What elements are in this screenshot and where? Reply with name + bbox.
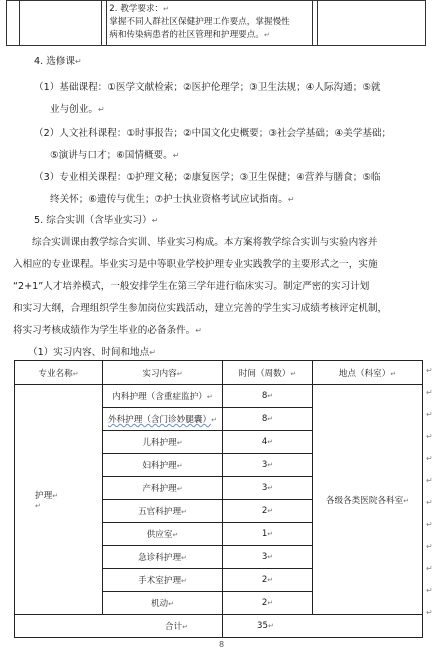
weeks-cell: 3↵: [223, 477, 313, 500]
row-end-mark: ↵: [426, 476, 433, 485]
weeks-cell: 3↵: [223, 546, 313, 569]
row-end-mark: ↵: [426, 388, 433, 397]
row-end-mark: ↵: [426, 366, 433, 375]
location-cell: 各级各类医院各科室↵: [313, 385, 423, 615]
weeks-cell: 4↵: [223, 431, 313, 454]
table-header-row: [15, 361, 423, 385]
practice-paragraph-line-1: 综合实训课由教学综合实训、毕业实习构成。本方案将教学综合实训与实验内容并: [32, 237, 378, 248]
practice-paragraph-line-5: 将实习考核成绩作为学生毕业的必备条件。↵: [13, 325, 202, 336]
fragment-col-6: [318, 1, 426, 46]
previous-table-fragment: [6, 0, 426, 46]
row-end-mark: ↵: [426, 454, 433, 463]
header-content: 实习内容↵: [103, 361, 223, 385]
header-major: 专业名称↵: [15, 361, 103, 385]
fragment-col-1: [7, 1, 20, 46]
content-cell: 手术室护理↵: [103, 569, 223, 592]
weeks-cell: 2↵: [223, 569, 313, 592]
weeks-cell: 8↵: [223, 385, 313, 408]
weeks-cell: 3↵: [223, 454, 313, 477]
content-cell: 妇科护理↵: [103, 454, 223, 477]
related-courses-line-2: 终关怀；⑥遗传与优生；⑦护士执业资格考试应试指南。↵: [50, 194, 295, 205]
row-end-mark: ↵: [426, 608, 433, 617]
weeks-cell: 2↵: [223, 500, 313, 523]
header-location: 地点（科室）↵: [313, 361, 423, 385]
content-cell: 五官科护理↵: [103, 500, 223, 523]
row-end-mark: ↵: [426, 586, 433, 595]
row-end-mark: ↵: [426, 410, 433, 419]
table-total-row: [15, 615, 423, 638]
basic-courses-line-1: （1）基础课程：①医学文献检索；②医护伦理学；③卫生法规；④人际沟通；⑤就: [34, 82, 381, 93]
weeks-cell: 8↵: [223, 408, 313, 431]
elective-heading: 4. 选修课↵: [34, 56, 82, 67]
practice-heading: 5. 综合实训（含毕业实习）↵: [34, 215, 159, 226]
teaching-requirement-line-1: 掌握不同人群社区保健护理工作要点，掌握慢性: [109, 17, 290, 27]
practice-paragraph-line-4: 和实习大纲，合理组织学生参加岗位实践活动，建立完善的学生实习成绩考核评定机制，: [13, 303, 388, 314]
row-end-mark: ↵: [426, 542, 433, 551]
humanities-courses-line-2: ⑤演讲与口才；⑥国情概要。↵: [50, 150, 180, 161]
teaching-requirement-line-2: 病和传染病患者的社区管理和护理要点。: [109, 30, 264, 40]
header-weeks: 时间（周数）↵: [223, 361, 313, 385]
fragment-col-2: [19, 1, 102, 46]
major-cell: 护理↵ ↵: [15, 385, 103, 615]
practice-paragraph-line-2: 入相应的专业课程。毕业实习是中等职业学校护理专业实践教学的主要形式之一，实施: [13, 259, 378, 270]
content-cell: 产科护理↵: [103, 477, 223, 500]
related-courses-line-1: （3）专业相关课程：①护理文秘；②康复医学；③卫生保健；④营养与膳食；⑤临: [34, 172, 381, 183]
internship-table: [14, 360, 423, 638]
content-cell: 外科护理（含门诊妙腿囊）↵: [103, 408, 223, 431]
teaching-requirement-cell: 2. 教学要求：↵ 掌握不同人群社区保健护理工作要点，掌握慢性 病和传染病患者的社区管理和护理要点。↵: [107, 1, 313, 46]
table-row: [15, 385, 423, 408]
page-number: 8: [219, 640, 225, 649]
content-cell: 机动↵: [103, 592, 223, 615]
basic-courses-line-2: 业与创业。↵: [50, 104, 105, 115]
row-end-mark: ↵: [426, 564, 433, 573]
humanities-courses-line-1: （2）人文社科课程：①时事报告；②中国文化史概要；③社会学基础；④美学基础；: [34, 128, 392, 139]
content-cell: 急诊科护理↵: [103, 546, 223, 569]
table-caption: （1）实习内容、时间和地点↵: [28, 347, 156, 358]
total-value-cell: 35↵: [223, 615, 423, 638]
weeks-cell: 1↵: [223, 523, 313, 546]
total-label-cell: 合计↵: [15, 615, 223, 638]
content-cell: 内科护理（含重症监护）↵: [103, 385, 223, 408]
row-end-mark: ↵: [426, 498, 433, 507]
content-cell: 儿科护理↵: [103, 431, 223, 454]
teaching-requirement-title: 2. 教学要求：: [109, 4, 164, 14]
content-cell: 供应室↵: [103, 523, 223, 546]
weeks-cell: 2↵: [223, 592, 313, 615]
row-end-mark: ↵: [426, 432, 433, 441]
row-end-mark: ↵: [426, 520, 433, 529]
practice-paragraph-line-3: “2+1”人才培养模式，一般安排学生在第三学年进行临床实习。制定严密的实习计划: [13, 281, 370, 292]
